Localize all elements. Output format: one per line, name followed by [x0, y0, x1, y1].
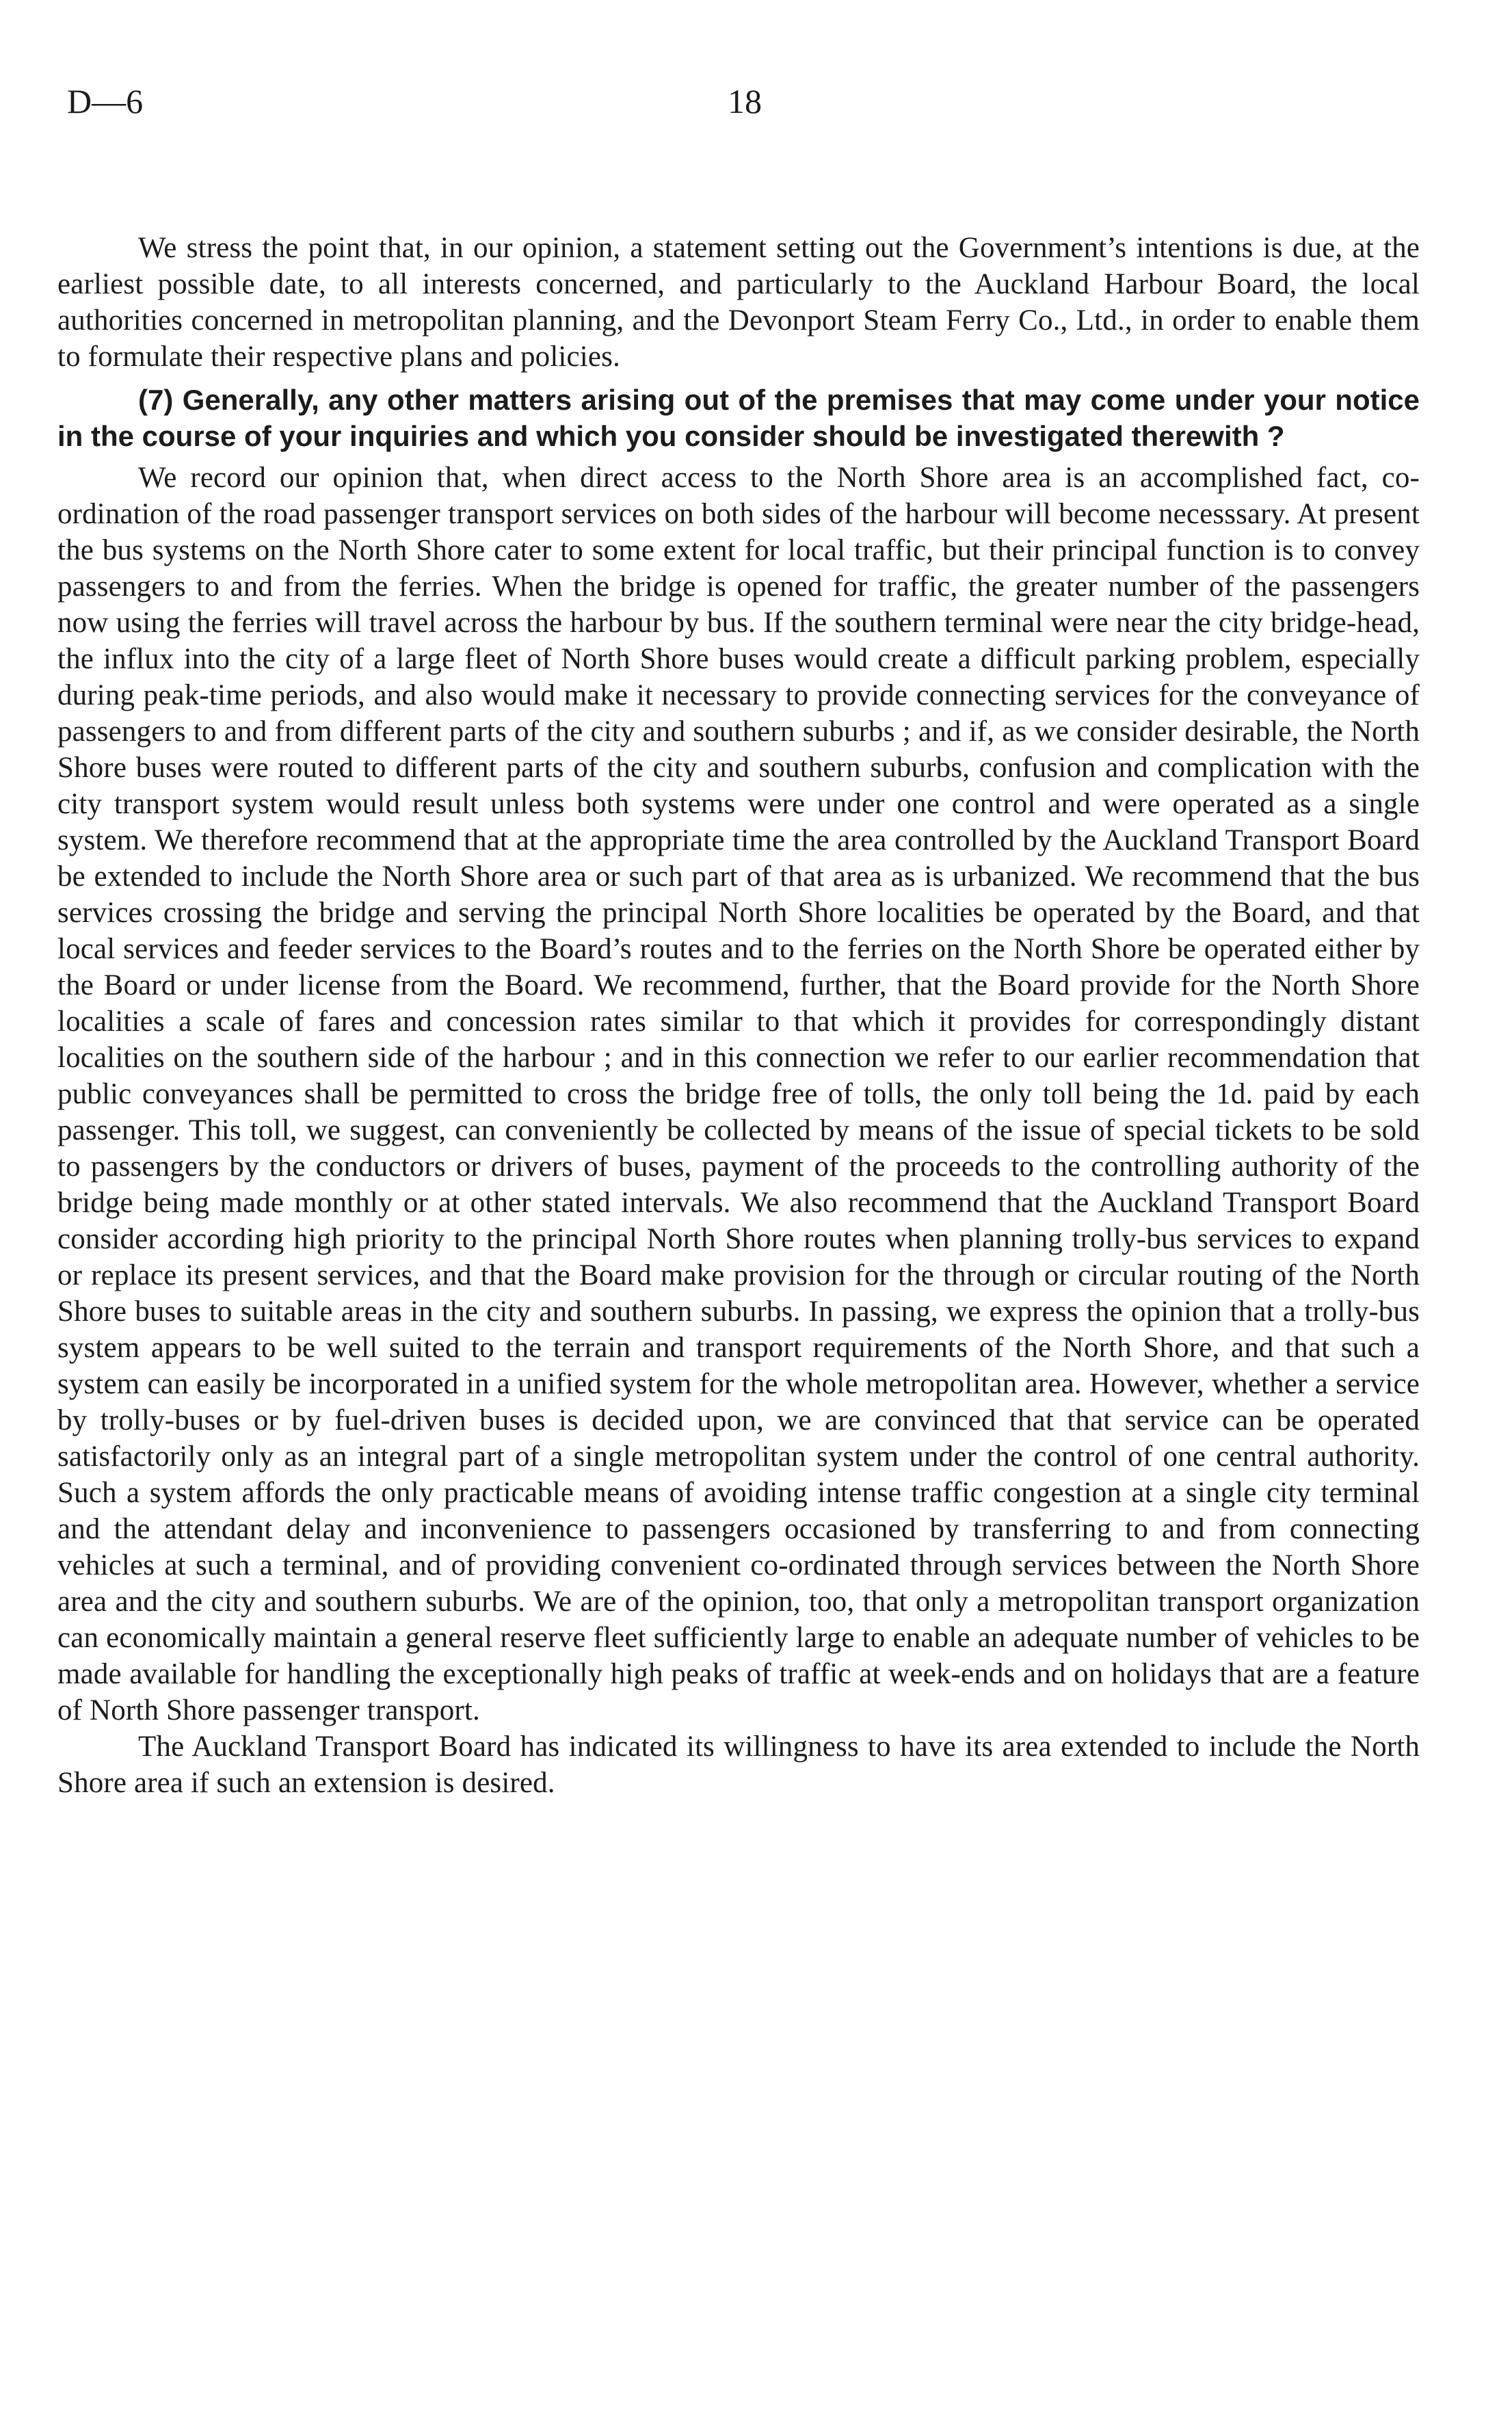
body-text — [57, 230, 1420, 1801]
intro-paragraph: We stress the point that, in our opinion, a statement setting out the Government’s intentions is due, at the earliest possible date, to all interests concerned, and particularly to the Auckland Harbour Board, the local authorities concerned in metropolitan planning, and the Devonport Steam Ferry Co., Ltd., in order to enable them to formulate their respective plans and policies. — [57, 232, 1420, 373]
closing-paragraph: The Auckland Transport Board has indicated its willingness to have its area extended to include the North Shore area if such an extension is desired. — [57, 1731, 1420, 1799]
page-number: 18 — [728, 82, 762, 120]
main-paragraph: We record our opinion that, when direct access to the North Shore area is an accomplished fact, co-ordination of the road passenger transport services on both sides of the harbour will become necesssary. At present the bus systems on the North Shore cater to some extent for local traffic, but their principal function is to convey passengers to and from the ferries. When the bridge is opened for traffic, the greater number of the passengers now using the ferries will travel across the harbour by bus. If the southern terminal were near the city bridge-head, the influx into the city of a large fleet of North Shore buses would create a difficult parking problem, especially during peak-time periods, and also would make it necessary to provide connecting services for the conveyance of passengers to and from different parts of the city and southern suburbs ; and if, as we consider desirable, the North Shore buses were routed to different parts of the city and southern suburbs, confusion and complication with the city transport system would result unless both systems were under one control and were operated as a single system. We therefore recommend that at the appropriate time the area controlled by the Auckland Transport Board be extended to include the North Shore area or such part of that area as is urbanized. We recommend that the bus services crossing the bridge and serving the principal North Shore localities be operated by the Board, and that local services and feeder services to the Board’s routes and to the ferries on the North Shore be operated either by the Board or under license from the Board. We recommend, further, that the Board provide for the North Shore localities a scale of fares and concession rates similar to that which it provides for correspondingly distant localities on the southern side of the harbour ; and in this connection we refer to our earlier recommendation that public conveyances shall be permitted to cross the bridge free of tolls, the only toll being the 1d. paid by each passenger. This toll, we suggest, can conveniently be collected by means of the issue of special tickets to be sold to passengers by the conductors or drivers of buses, payment of the proceeds to the controlling authority of the bridge being made monthly or at other stated intervals. We also recommend that the Auckland Transport Board consider according high priority to the principal North Shore routes when planning trolly-bus services to expand or replace its present services, and that the Board make provision for the through or circular routing of the North Shore buses to suitable areas in the city and southern suburbs. In passing, we express the opinion that a trolly-bus system appears to be well suited to the terrain and transport requirements of the North Shore, and that such a system can easily be incorporated in a unified system for the whole metropolitan area. However, whether a service by trolly-buses or by fuel-driven buses is decided upon, we are convinced that that service can be operated satisfactorily only as an integral part of a single metropolitan system under the control of one central authority. Such a system affords the only practicable means of avoiding intense traffic congestion at a single city terminal and the attendant delay and inconvenience to passengers occasioned by transferring to and from connecting vehicles at such a terminal, and of providing convenient co-ordinated through services between the North Shore area and the city and southern suburbs. We are of the opinion, too, that only a metropolitan transport organization can economically maintain a general reserve fleet sufficiently large to enable an adequate number of vehicles to be made available for handling the exceptionally high peaks of traffic at week-ends and on holidays that are a feature of North Shore passenger transport. — [57, 462, 1420, 1726]
parliamentary-series-code: D—6 — [67, 82, 144, 120]
document-page — [57, 81, 1420, 1801]
page-header — [57, 81, 1420, 122]
question-heading: (7) Generally, any other matters arising out of the premises that may come under your notice in the course of your inquiries and which you consider should be investigated therewith ? — [57, 384, 1420, 452]
